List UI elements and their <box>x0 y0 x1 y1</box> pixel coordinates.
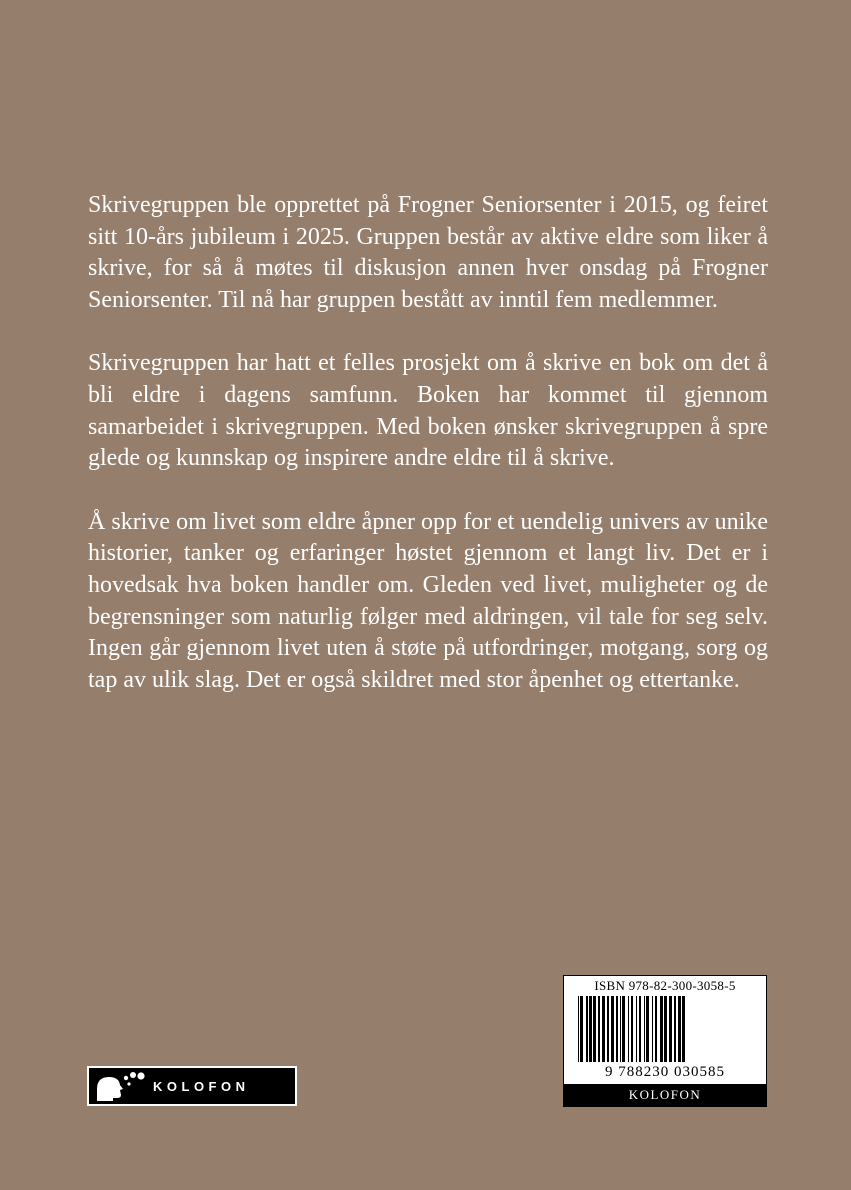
publisher-logo-text: KOLOFON <box>153 1078 250 1094</box>
barcode-digits: 9 788230 030585 <box>605 1064 725 1080</box>
barcode-bar <box>628 996 629 1062</box>
isbn-label: ISBN 978-82-300-3058-5 <box>594 978 736 993</box>
blurb-paragraph: Å skrive om livet som eldre åpner opp for et uendelig univers av unike historier, tanker og erfaringer høstet gjennom et langt liv. Det er i hovedsak hva boken handler om. Gleden ved livet, muligheter og de begrensninger som naturlig følger med aldringen, vil tale for seg selv. Ingen går gjennom livet uten å støte på utfordringer, motgang, sorg og tap av ulik slag. Det er også skildret med stor åpenhet og ettertanke. <box>88 508 768 693</box>
barcode-publisher: KOLOFON <box>564 1084 766 1106</box>
blurb-paragraph: Skrivegruppen har hatt et felles prosjekt om å skrive en bok om det å bli eldre i dagens samfunn. Boken har kommet til gjennom samarbeidet i skrivegruppen. Med boken ønsker skrivegruppen å spre glede og kunnskap og inspirere andre eldre til å skrive. <box>88 350 768 472</box>
barcode-bar <box>669 996 672 1062</box>
barcode-bar <box>580 996 583 1062</box>
publisher-logo <box>87 1066 297 1106</box>
barcode-bar <box>636 996 637 1062</box>
barcode-bar <box>620 996 621 1062</box>
barcode-bar <box>586 996 588 1062</box>
barcode-bar <box>602 996 605 1062</box>
barcode-bar <box>639 996 641 1062</box>
barcode-bar <box>644 996 645 1062</box>
speaking-head-logo-icon <box>93 1069 145 1103</box>
barcode-bar <box>674 996 676 1062</box>
barcode-bar <box>631 996 633 1062</box>
barcode-bar <box>578 996 579 1062</box>
barcode-bar <box>655 996 657 1062</box>
barcode-bar <box>646 996 649 1062</box>
barcode-bars <box>564 994 766 1064</box>
barcode-bar <box>607 996 609 1062</box>
barcode-bar <box>622 996 625 1062</box>
barcode-bar <box>616 996 618 1062</box>
isbn-barcode <box>563 975 767 1107</box>
barcode-bar <box>678 996 681 1062</box>
back-cover-blurb <box>88 190 768 728</box>
barcode-bar <box>652 996 653 1062</box>
barcode-bar <box>589 996 592 1062</box>
barcode-bar <box>593 996 596 1062</box>
barcode-bar <box>660 996 663 1062</box>
barcode-bar <box>682 996 685 1062</box>
barcode-bar <box>611 996 614 1062</box>
blurb-paragraph: Skrivegruppen ble opprettet på Frogner Seniorsenter i 2015, og feiret sitt 10-års jubileum i 2025. Gruppen består av aktive eldre som liker å skrive, for så å møtes til diskusjon annen hver onsdag på Frogner Seniorsenter. Til nå har gruppen bestått av inntil fem medlemmer. <box>88 192 768 313</box>
barcode-bar <box>598 996 600 1062</box>
barcode-bar <box>664 996 667 1062</box>
